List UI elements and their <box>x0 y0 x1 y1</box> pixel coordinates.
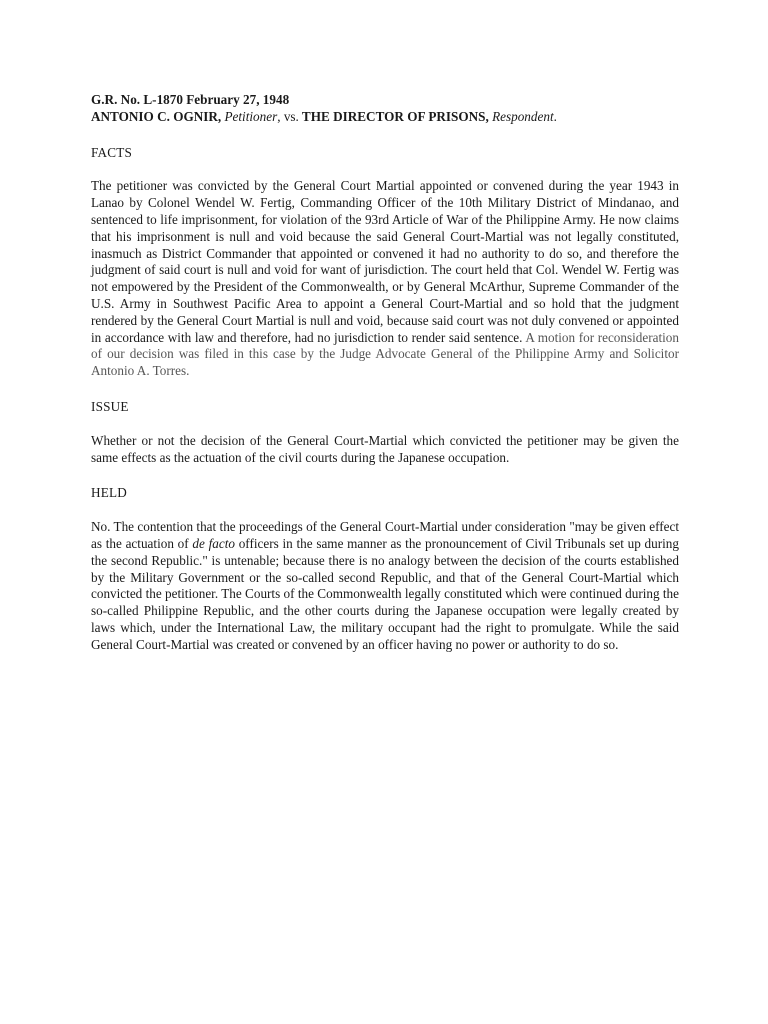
versus-label: , vs. <box>277 108 299 124</box>
facts-heading: FACTS <box>91 144 133 160</box>
petitioner-name: ANTONIO C. OGNIR, <box>91 108 222 124</box>
held-heading: HELD <box>91 485 127 501</box>
document-page <box>91 92 679 654</box>
facts-paragraph <box>91 178 679 380</box>
held-paragraph <box>91 519 679 653</box>
issue-heading: ISSUE <box>91 398 129 414</box>
facts-body: The petitioner was convicted by the General Court Martial appointed or convened during the year 1943 in Lanao by Colonel Wendel W. Fertig, Commanding Officer of the 10th Military District of Mindanao, and sentenced to life imprisonment, for violation of the 93rd Article of War of the Philippine Army. He now claims that his imprisonment is null and void because the said General Court-Martial was not legally constituted, inasmuch as District Commander that appointed or convened it had no authority to do so, and therefore the judgment of said court is null and void for want of jurisdiction. The court held that Col. Wendel W. Fertig was not empowered by the President of the Commonwealth, or by General McArthur, Supreme Commander of the U.S. Army in Southwest Pacific Area to appoint a General Court-Martial and so hold that the judgment rendered by the General Court Martial is null and void, because said court was not duly convened or appointed in accordance with law and therefore, had no jurisdiction to render said sentence. <box>91 178 679 345</box>
petitioner-role: Petitioner <box>224 108 278 124</box>
case-number-date: G.R. No. L-1870 February 27, 1948 <box>91 92 290 107</box>
held-body-after: officers in the same manner as the pronouncement of Civil Tribunals set up during the second Republic." is untenable; because there is no analogy between the decision of the courts established by the Military Government or the so-called second Republic, and that of the General Court-Martial which convicted the petitioner. The Courts of the Commonwealth legally constituted which were continued during the so-called Philippine Republic, and the other courts during the Japanese occupation were legally created by laws which, under the International Law, the military occupant had the right to promulgate. While the said General Court-Martial was created or convened by an officer having no power or authority to do so. <box>91 535 679 652</box>
held-body-before: No. The contention that the proceedings of the General Court-Martial under consideration "may be given effect as the actuation of <box>91 519 679 551</box>
respondent-role: Respondent <box>492 108 554 124</box>
case-parties <box>91 109 679 126</box>
issue-paragraph: Whether or not the decision of the General Court-Martial which convicted the petitioner may be given the same effects as the actuation of the civil courts during the Japanese occupation. <box>91 432 679 465</box>
case-end-punct: . <box>553 108 557 124</box>
facts-motion: A motion for reconsideration of our decision was filed in this case by the Judge Advocate General of the Philippine Army and Solicitor Antonio A. Torres. <box>91 329 679 379</box>
held-body-italic: de facto <box>192 535 235 551</box>
respondent-name: THE DIRECTOR OF PRISONS, <box>301 108 489 124</box>
